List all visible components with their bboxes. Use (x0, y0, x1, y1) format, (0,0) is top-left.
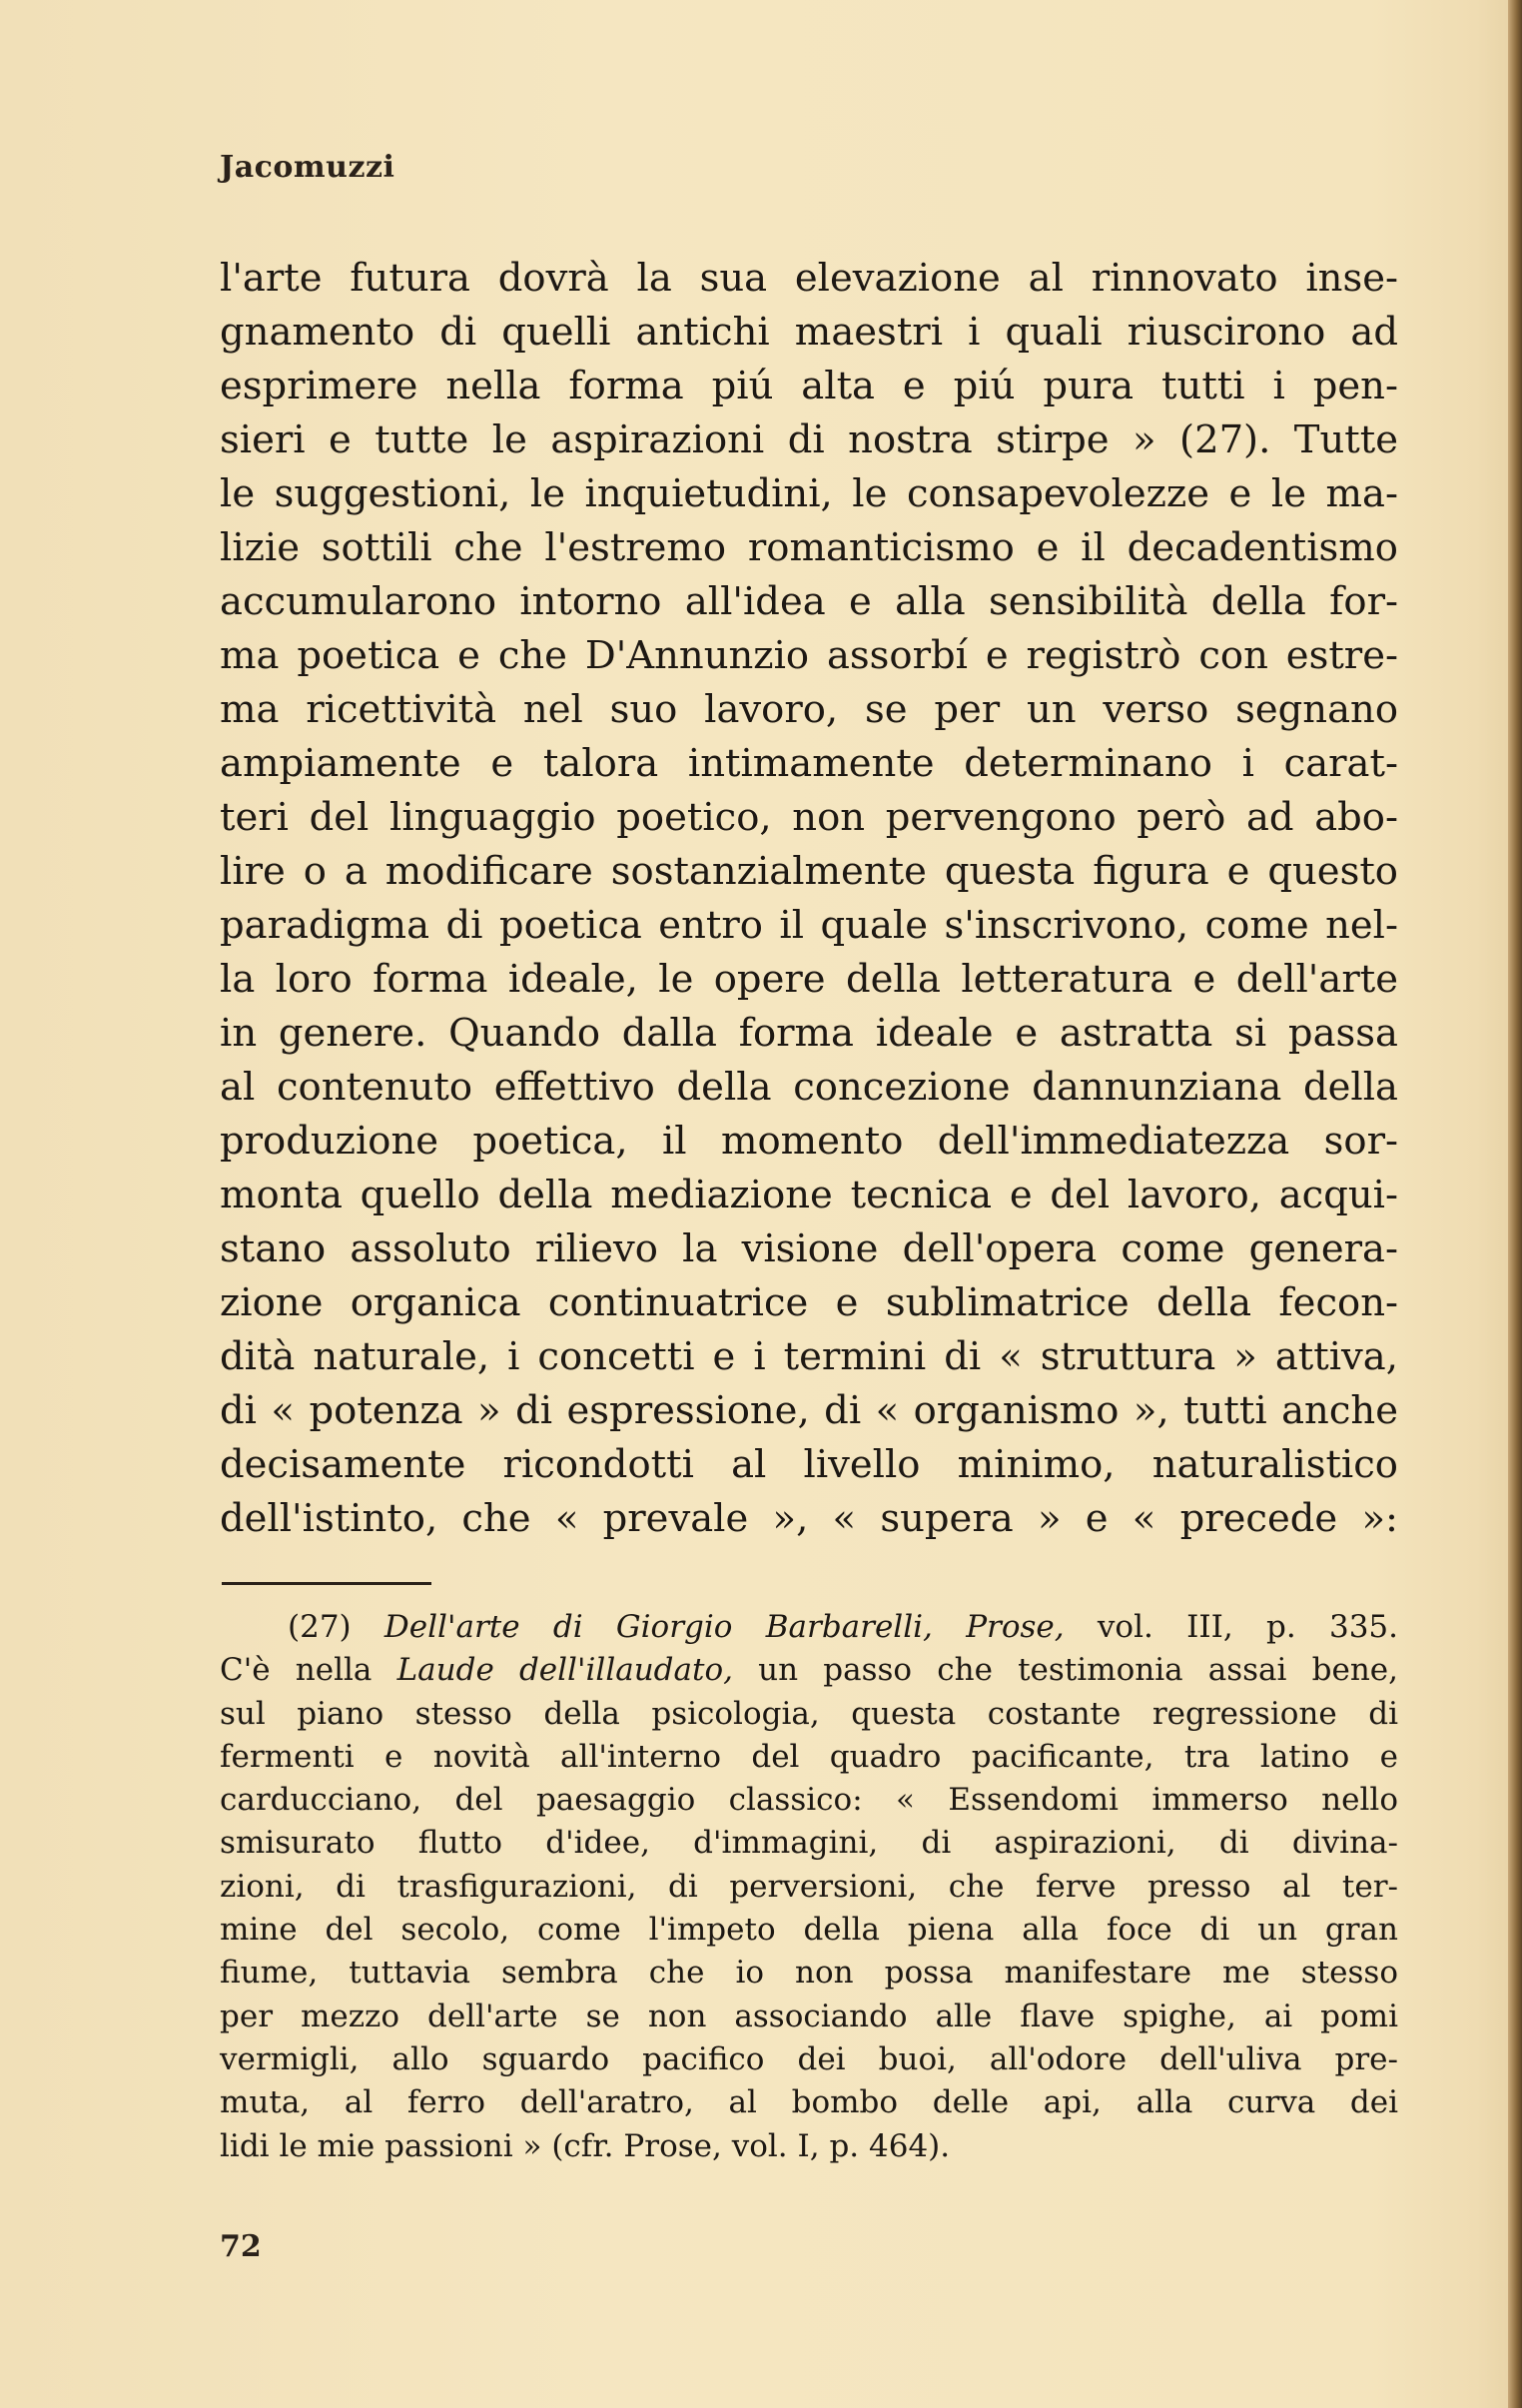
footnote-line: vermigli, allo sguardo pacifico dei buoi, all'odore dell'uliva pre- (220, 2040, 1398, 2077)
body-line: accumularono intorno all'idea e alla sensibilità della for- (220, 579, 1398, 624)
body-text (220, 252, 1398, 1546)
body-line: decisamente ricondotti al livello minimo, naturalistico (220, 1442, 1398, 1487)
body-line: la loro forma ideale, le opere della letteratura e dell'arte (220, 957, 1398, 1002)
body-line: teri del linguaggio poetico, non pervengono però ad abo- (220, 795, 1398, 840)
footnote-cited-title: Laude dell'illaudato, (396, 1652, 733, 1689)
body-line: lizie sottili che l'estremo romanticismo e il decadentismo (220, 525, 1398, 570)
body-line: al contenuto effettivo della concezione dannunziana della (220, 1065, 1398, 1110)
body-line: in genere. Quando dalla forma ideale e astratta si passa (220, 1011, 1398, 1056)
body-line: di « potenza » di espressione, di « organismo », tutti anche (220, 1388, 1398, 1433)
footnote-line: mine del secolo, come l'impeto della piena alla foce di un gran (220, 1912, 1398, 1949)
footnote-line: fermenti e novità all'interno del quadro pacificante, tra latino e (220, 1738, 1398, 1775)
footnote-line: per mezzo dell'arte se non associando alle flave spighe, ai pomi (220, 1998, 1398, 2034)
footnote-line: carducciano, del paesaggio classico: « Essendomi immerso nello (220, 1782, 1398, 1819)
body-line: l'arte futura dovrà la sua elevazione al rinnovato inse- (220, 256, 1398, 301)
footnote-line (220, 1606, 1398, 1649)
body-line: ampiamente e talora intimamente determinano i carat- (220, 741, 1398, 786)
body-line: ma ricettività nel suo lavoro, se per un verso segnano (220, 687, 1398, 732)
body-line: paradigma di poetica entro il quale s'inscrivono, come nel- (220, 903, 1398, 948)
body-line: monta quello della mediazione tecnica e del lavoro, acqui- (220, 1173, 1398, 1217)
footnote-reference: vol. III, p. 335. (1097, 1609, 1398, 1645)
body-line: gnamento di quelli antichi maestri i quali riuscirono ad (220, 310, 1398, 355)
footnote-text: un passo che testimonia assai bene, (758, 1652, 1398, 1689)
footnotes (220, 1606, 1398, 2168)
running-head: Jacomuzzi (220, 150, 395, 185)
body-line: produzione poetica, il momento dell'immediatezza sor- (220, 1119, 1398, 1164)
body-line: zione organica continuatrice e sublimatrice della fecon- (220, 1280, 1398, 1325)
body-line: esprimere nella forma piú alta e piú pura tutti i pen- (220, 364, 1398, 408)
body-line: le suggestioni, le inquietudini, le consapevolezze e le ma- (220, 471, 1398, 516)
footnote-work-title: Dell'arte di Giorgio Barbarelli, (383, 1609, 933, 1645)
footnote-collection-title: Prose, (966, 1609, 1065, 1645)
footnote-line: muta, al ferro dell'aratro, al bombo delle api, alla curva dei (220, 2084, 1398, 2121)
footnote-line: smisurato flutto d'idee, d'immagini, di aspirazioni, di divina- (220, 1825, 1398, 1862)
page-edge (1508, 0, 1522, 2408)
body-line: dell'istinto, che « prevale », « supera » e « precede »: (220, 1496, 1398, 1541)
body-line: lire o a modificare sostanzialmente questa figura e questo (220, 849, 1398, 894)
body-line: sieri e tutte le aspirazioni di nostra stirpe » (27). Tutte (220, 417, 1398, 462)
body-line: dità naturale, i concetti e i termini di « struttura » attiva, (220, 1334, 1398, 1379)
footnote-line: fiume, tuttavia sembra che io non possa manifestare me stesso (220, 1955, 1398, 1992)
footnote-line: sul piano stesso della psicologia, questa costante regressione di (220, 1695, 1398, 1732)
footnote-line (220, 1649, 1398, 1692)
footnote-line: zioni, di trasfigurazioni, di perversioni, che ferve presso al ter- (220, 1868, 1398, 1905)
body-line: ma poetica e che D'Annunzio assorbí e registrò con estre- (220, 633, 1398, 678)
footnote-line: lidi le mie passioni » (cfr. Prose, vol. I, p. 464). (220, 2127, 951, 2164)
footnote-text: C'è nella (220, 1652, 373, 1689)
footnote-number: (27) (288, 1609, 352, 1645)
footnote-rule (222, 1582, 431, 1585)
body-line: stano assoluto rilievo la visione dell'opera come genera- (220, 1226, 1398, 1271)
page-number: 72 (220, 2229, 262, 2264)
